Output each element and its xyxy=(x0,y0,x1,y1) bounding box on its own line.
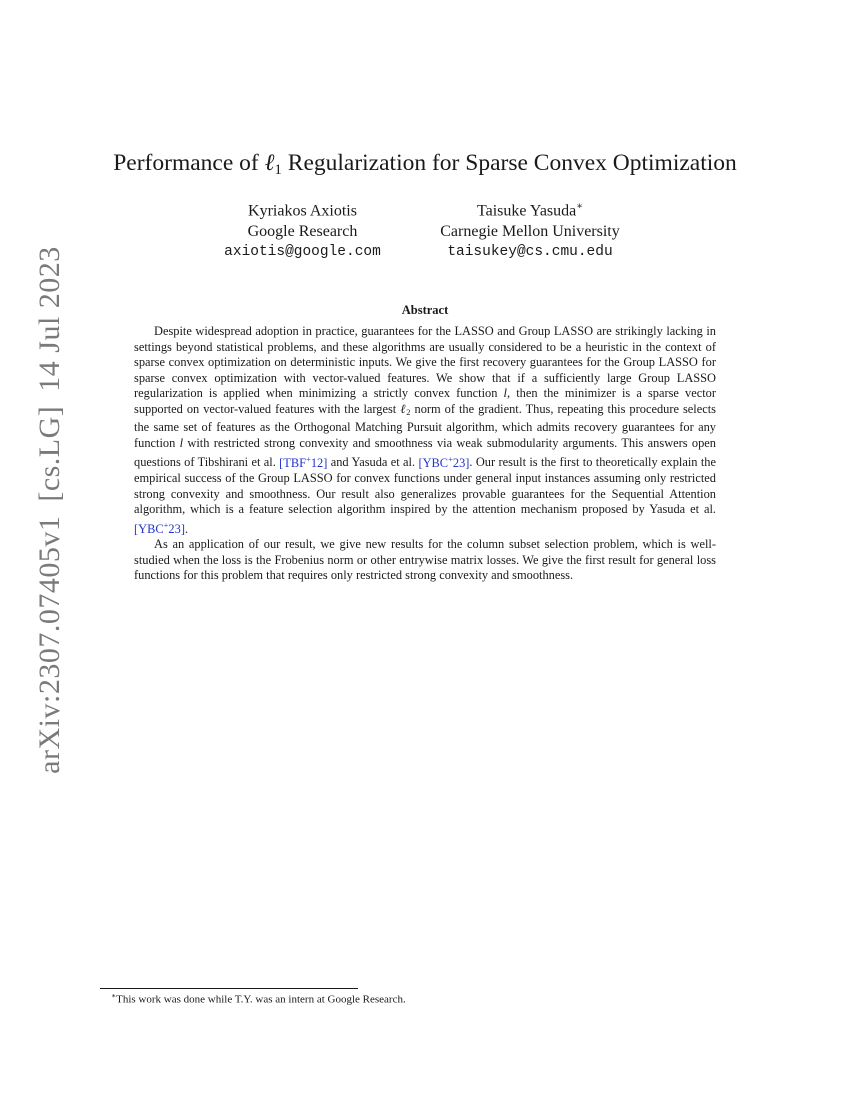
ell-symbol: ℓ xyxy=(264,150,275,176)
author-name: Taisuke Yasuda∗ xyxy=(476,201,584,220)
footnote-rule xyxy=(100,988,358,989)
abstract-paragraph: Despite widespread adoption in practice, guarantees for the LASSO and Group LASSO are strikingly lacking in settings beyond statistical problems, and these algorithms are usually considered to be a heuristic in the context of sparse convex optimization on deterministic inputs. We give the first recovery guarantees for the Group LASSO for sparse convex optimization with vector-valued features. We show that if a sufficiently large Group LASSO regularization is applied when minimizing a strictly convex function l, then the minimizer is a sparse vector supported on vector-valued features with the largest ℓ2 norm of the gradient. Thus, repeating this procedure selects the same set of features as the Orthogonal Matching Pursuit algorithm, which admits recovery guarantees for any function l with restricted strong convexity and smoothness via weak submodularity arguments. This answers open questions of Tibshirani et al. [TBF+12] and Yasuda et al. [YBC+23]. Our result is the first to theoretically explain the empirical success of the Group LASSO for convex functions under general input instances assuming only restricted strong convexity and smoothness. Our result also generalizes provable guarantees for the Sequential Attention algorithm, which is a feature selection algorithm inspired by the attention mechanism proposed by Yasuda et al. [YBC+23]. xyxy=(134,324,716,536)
citation-link[interactable]: [TBF+12] xyxy=(279,453,328,470)
abstract-heading: Abstract xyxy=(401,303,449,317)
footnote-mark[interactable]: ∗ xyxy=(576,201,584,212)
author-block xyxy=(210,196,395,263)
citation-link[interactable]: [YBC+23] xyxy=(134,519,185,536)
author-email[interactable]: taisukey@cs.cmu.edu xyxy=(447,244,613,261)
author-name: Kyriakos Axiotis xyxy=(248,202,357,220)
author-affiliation: Carnegie Mellon University xyxy=(440,223,620,241)
arxiv-date: 14 Jul 2023 xyxy=(33,246,66,392)
author-affiliation: Google Research xyxy=(247,223,358,241)
abstract-body xyxy=(134,324,716,584)
footnote: ∗This work was done while T.Y. was an intern at Google Research. xyxy=(111,991,406,1006)
citation-link[interactable]: [YBC+23] xyxy=(418,453,470,470)
arxiv-category: [cs.LG] xyxy=(33,405,66,502)
arxiv-margin-stamp xyxy=(33,246,67,774)
author-block xyxy=(425,196,635,263)
author-email[interactable]: axiotis@google.com xyxy=(224,244,381,261)
arxiv-identifier: arXiv:2307.07405v1 xyxy=(33,515,66,774)
abstract-paragraph: As an application of our result, we give new results for the column subset selection problem, which is well-studied when the loss is the Frobenius norm or other entrywise matrix losses. We give the first result for general loss functions for this problem that requires only restricted strong convexity and smoothness. xyxy=(134,537,716,583)
paper-title: Performance of ℓ$_1$ Regularization for Sparse Convex Optimization xyxy=(113,150,737,178)
